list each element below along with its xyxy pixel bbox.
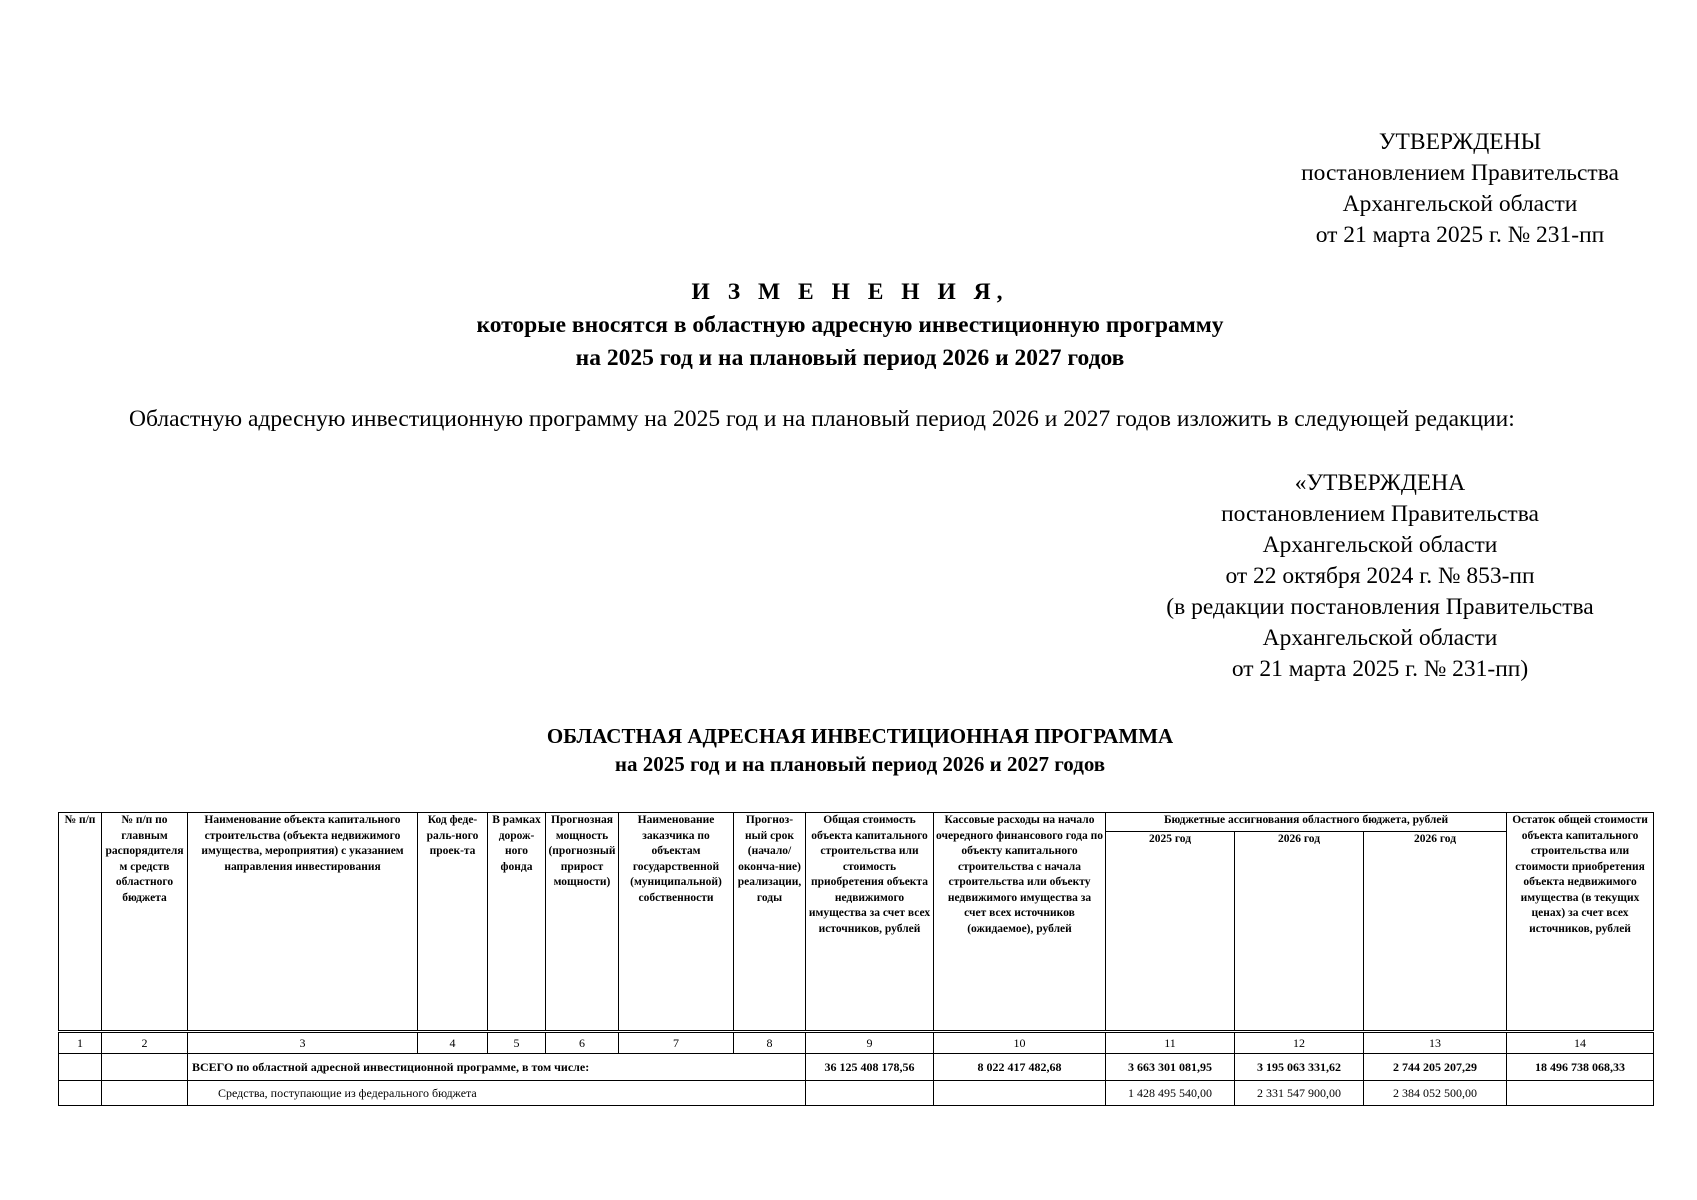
total-row xyxy=(59,1054,1654,1081)
total-2026-value: 3 195 063 331,62 xyxy=(1235,1054,1364,1081)
federal-2027-value: 2 384 052 500,00 xyxy=(1364,1081,1507,1106)
header-total-cost: Общая стоимость объекта капитального строительства или стоимость приобретения объекта недвижимого имущества за счет всех источников, рублей xyxy=(806,813,934,1032)
column-numbers-row xyxy=(59,1032,1654,1054)
column-number: 1 xyxy=(59,1032,102,1054)
total-remainder-value: 18 496 738 068,33 xyxy=(1507,1054,1654,1081)
column-number: 14 xyxy=(1507,1032,1654,1054)
program-title: ОБЛАСТНАЯ АДРЕСНАЯ ИНВЕСТИЦИОННАЯ ПРОГРАММА xyxy=(546,724,1174,748)
approval-stamp-bottom xyxy=(1120,468,1640,685)
header-budget-allocations: Бюджетные ассигнования областного бюджета, рублей xyxy=(1106,813,1507,832)
column-number: 2 xyxy=(102,1032,188,1054)
investment-program-table xyxy=(58,812,1654,1106)
program-heading xyxy=(440,722,1280,778)
column-number: 8 xyxy=(734,1032,806,1054)
header-forecast-capacity: Прогнозная мощность (прогнозный прирост мощности) xyxy=(546,813,619,1032)
document-subtitle-line-2: на 2025 год и на плановый период 2026 и 2027 годов xyxy=(575,345,1125,371)
column-number: 7 xyxy=(619,1032,734,1054)
column-number: 9 xyxy=(806,1032,934,1054)
approval-bottom-line-7: от 21 марта 2025 г. № 231-пп) xyxy=(1231,656,1529,682)
federal-2025-value: 1 428 495 540,00 xyxy=(1106,1081,1235,1106)
total-empty-cell xyxy=(59,1054,102,1081)
header-customer-name: Наименование заказчика по объектам государственной (муниципальной) собственности xyxy=(619,813,734,1032)
approval-bottom-line-5: (в редакции постановления Правительства xyxy=(1166,594,1594,620)
total-2027-value: 2 744 205 207,29 xyxy=(1364,1054,1507,1081)
approval-top-line-2: постановлением Правительства xyxy=(1301,160,1619,186)
header-row-number: № п/п xyxy=(59,813,102,1032)
column-number: 12 xyxy=(1235,1032,1364,1054)
total-cost-value: 36 125 408 178,56 xyxy=(806,1054,934,1081)
federal-empty-cell xyxy=(1507,1081,1654,1106)
total-cash-expenses-value: 8 022 417 482,68 xyxy=(934,1054,1106,1081)
federal-funds-label: Средства, поступающие из федерального бюджета xyxy=(188,1081,806,1106)
federal-empty-cell xyxy=(934,1081,1106,1106)
header-object-name: Наименование объекта капитального строительства (объекта недвижимого имущества, мероприятия) с указанием направления инвестирования xyxy=(188,813,418,1032)
approval-top-line-4: от 21 марта 2025 г. № 231-пп xyxy=(1315,222,1605,248)
document-subtitle-line-1: которые вносятся в областную адресную инвестиционную программу xyxy=(476,312,1224,338)
column-number: 3 xyxy=(188,1032,418,1054)
intro-paragraph: Областную адресную инвестиционную программу на 2025 год и на плановый период 2026 и 2027 годов изложить в следующей редакции: xyxy=(129,406,1515,432)
header-cash-expenses: Кассовые расходы на начало очередного финансового года по объекту капитального строительства с начала строительства или объекту недвижимого имущества за счет всех источников (ожидаемое), рублей xyxy=(934,813,1106,1032)
total-label: ВСЕГО по областной адресной инвестиционной программе, в том числе: xyxy=(188,1054,806,1081)
approval-bottom-line-4: от 22 октября 2024 г. № 853-пп xyxy=(1225,563,1535,589)
column-number: 10 xyxy=(934,1032,1106,1054)
federal-empty-cell xyxy=(806,1081,934,1106)
header-remaining-cost: Остаток общей стоимости объекта капитального строительства или стоимости приобретения объекта недвижимого имущества (в текущих ценах) за счет всех источников, рублей xyxy=(1507,813,1654,1032)
total-2025-value: 3 663 301 081,95 xyxy=(1106,1054,1235,1081)
document-title: И З М Е Н Е Н И Я, xyxy=(691,279,1009,305)
approval-stamp-top xyxy=(1260,127,1660,251)
header-year-2026: 2026 год xyxy=(1235,832,1364,1032)
federal-empty-cell xyxy=(59,1081,102,1106)
total-empty-cell xyxy=(102,1054,188,1081)
approval-bottom-line-1: «УТВЕРЖДЕНА xyxy=(1294,470,1466,496)
federal-funds-row xyxy=(59,1081,1654,1106)
federal-2026-value: 2 331 547 900,00 xyxy=(1235,1081,1364,1106)
column-number: 5 xyxy=(488,1032,546,1054)
approval-top-line-1: УТВЕРЖДЕНЫ xyxy=(1378,129,1542,155)
header-federal-project-code: Код феде-раль-ного проек-та xyxy=(418,813,488,1032)
approval-bottom-line-2: постановлением Правительства xyxy=(1221,501,1539,527)
document-heading xyxy=(340,276,1360,375)
column-number: 13 xyxy=(1364,1032,1507,1054)
header-year-2025: 2025 год xyxy=(1106,832,1235,1032)
header-year-2027: 2026 год xyxy=(1364,832,1507,1032)
column-number: 11 xyxy=(1106,1032,1235,1054)
approval-bottom-line-3: Архангельской области xyxy=(1262,532,1498,558)
approval-bottom-line-6: Архангельской области xyxy=(1262,625,1498,651)
program-subtitle: на 2025 год и на плановый период 2026 и 2027 годов xyxy=(614,752,1106,776)
column-number: 6 xyxy=(546,1032,619,1054)
federal-empty-cell xyxy=(102,1081,188,1106)
header-forecast-period: Прогноз-ный срок (начало/оконча-ние) реализации, годы xyxy=(734,813,806,1032)
header-distributor-number: № п/п по главным распорядителям средств областного бюджета xyxy=(102,813,188,1032)
column-number: 4 xyxy=(418,1032,488,1054)
approval-top-line-3: Архангельской области xyxy=(1342,191,1578,217)
header-road-fund: В рамках дорож-ного фонда xyxy=(488,813,546,1032)
